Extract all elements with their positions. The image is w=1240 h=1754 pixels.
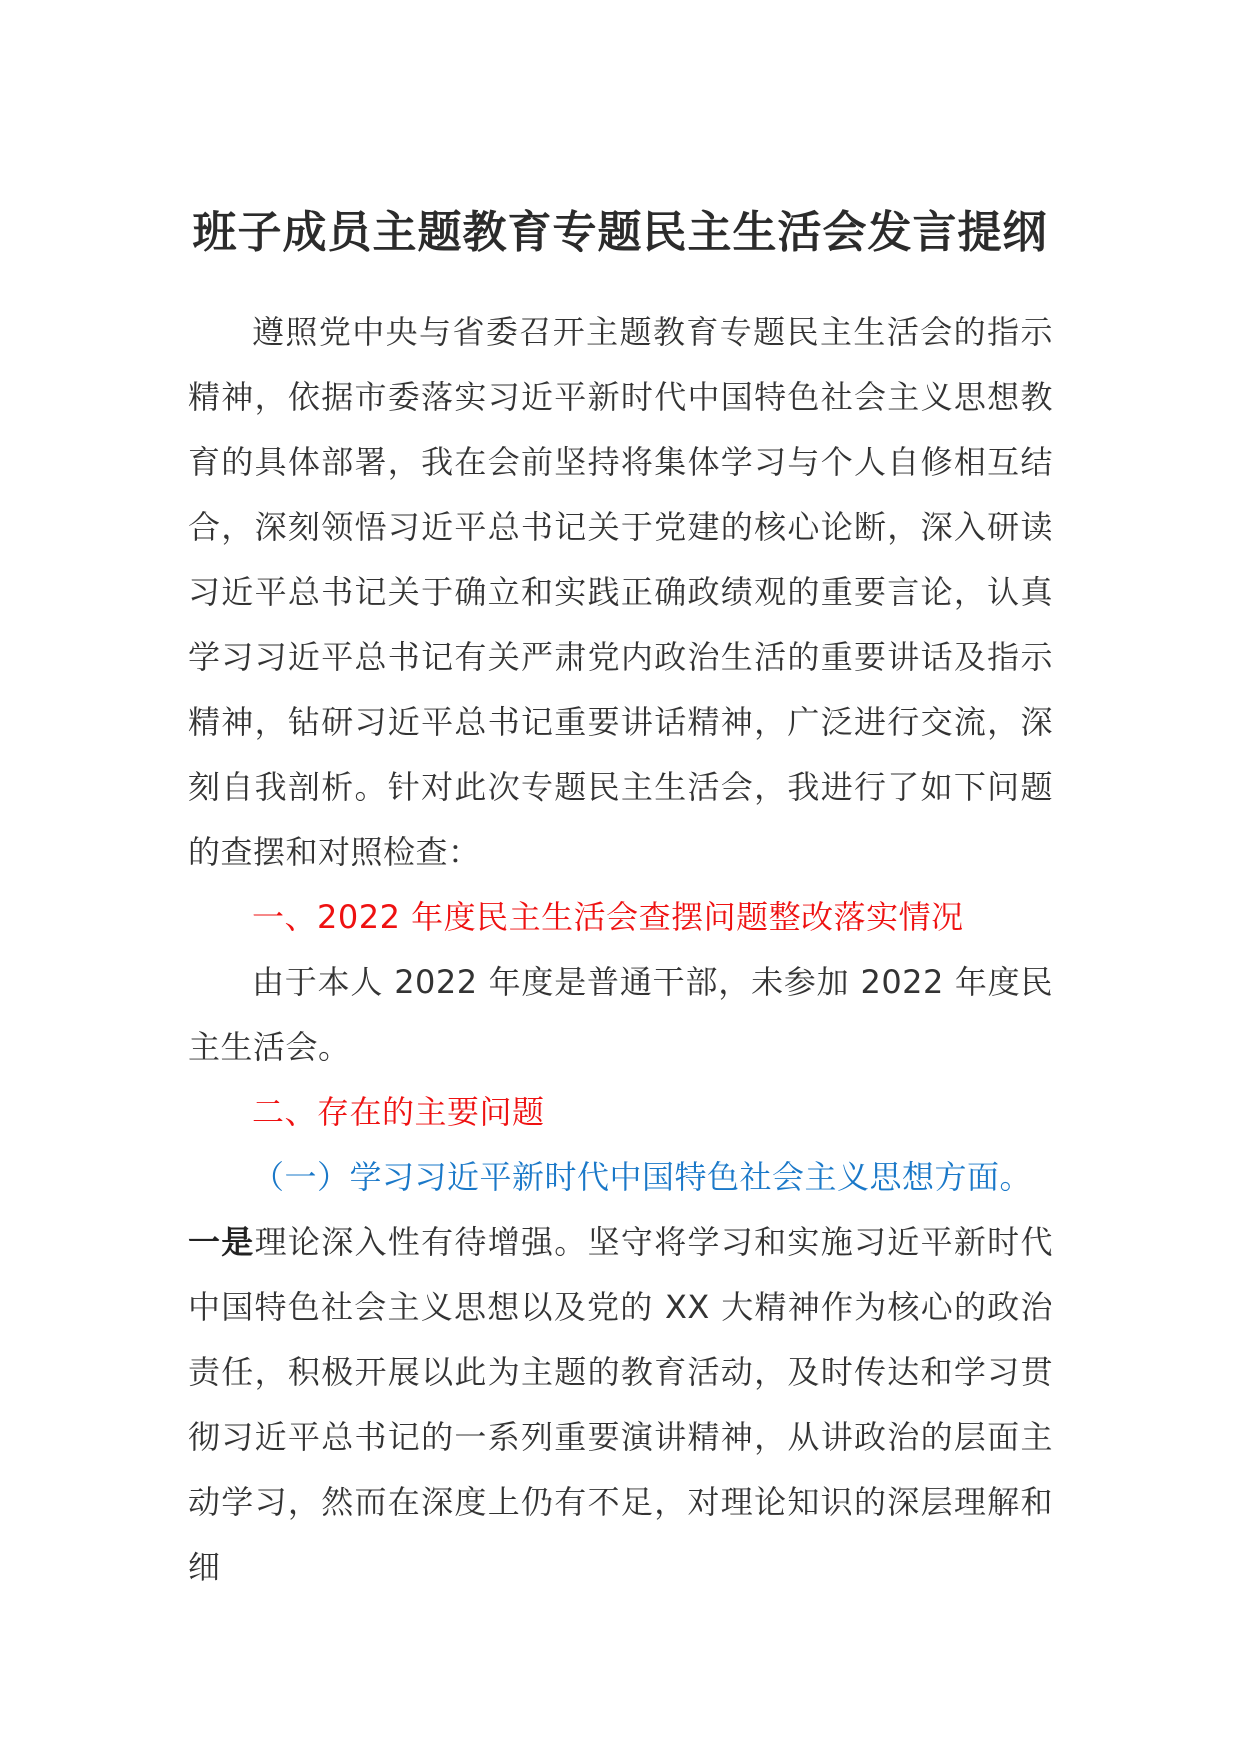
section-2-heading: 二、存在的主要问题	[252, 1093, 545, 1131]
intro-paragraph: 遵照党中央与省委召开主题教育专题民主生活会的指示精神，依据市委落实习近平新时代中国特色社会主义思想教育的具体部署，我在会前坚持将集体学习与个人自修相互结合，深刻领悟习近平总书记关于党建的核心论断，深入研读习近平总书记关于确立和实践正确政绩观的重要言论，认真学习习近平总书记有关严肃党内政治生活的重要讲话及指示精神，钻研习近平总书记重要讲话精神，广泛进行交流，深刻自我剖析。针对此次专题民主生活会，我进行了如下问题的查摆和对照检查：	[188, 313, 1053, 871]
document-title: 班子成员主题教育专题民主生活会发言提纲	[192, 207, 1048, 258]
section-1-heading: 一、2022 年度民主生活会查摆问题整改落实情况	[252, 898, 964, 936]
point-1-lead: 一是	[188, 1223, 255, 1261]
section-1-paragraph: 由于本人 2022 年度是普通干部，未参加 2022 年度民主生活会。	[188, 963, 1053, 1066]
point-1-paragraph	[188, 1210, 1053, 1600]
subsection-1-heading: （一）学习习近平新时代中国特色社会主义思想方面。	[252, 1158, 1033, 1196]
document-body	[188, 300, 1053, 1600]
point-1-text: 理论深入性有待增强。坚守将学习和实施习近平新时代中国特色社会主义思想以及党的 XX 大精神作为核心的政治责任，积极开展以此为主题的教育活动，及时传达和学习贯彻习近平总书记的一系列重要演讲精神，从讲政治的层面主动学习，然而在深度上仍有不足，对理论知识的深层理解和细	[188, 1223, 1053, 1586]
